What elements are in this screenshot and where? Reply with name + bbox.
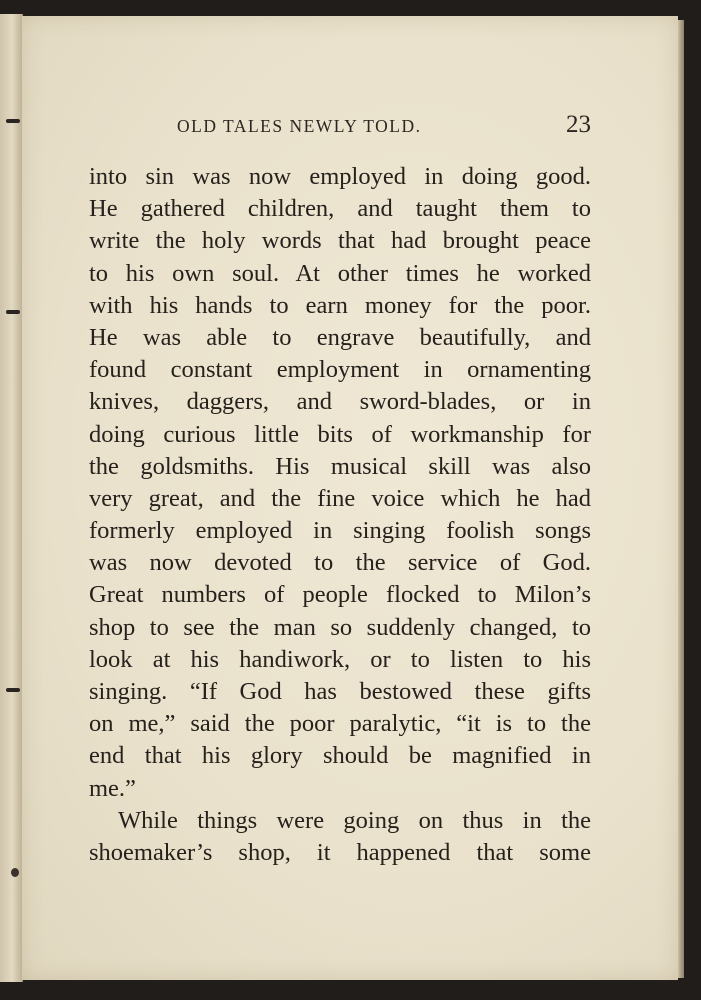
text-line: found constant employment in ornamenting xyxy=(89,356,591,384)
body-text xyxy=(89,161,591,869)
text-line: to his own soul. At other times he worked xyxy=(89,259,591,287)
text-line-paragraph-start: While things were going on thus in the xyxy=(118,806,591,834)
text-line: into sin was now employed in doing good. xyxy=(89,163,591,190)
page-header xyxy=(177,112,597,142)
book-binding-gutter xyxy=(0,14,23,982)
text-line: He was able to engrave beautifully, and xyxy=(89,323,591,351)
text-line: on me,” said the poor paralytic, “it is to the xyxy=(89,710,591,738)
text-line: doing curious little bits of workmanship for xyxy=(89,420,591,448)
text-line: Great numbers of people flocked to Milon’s xyxy=(89,581,591,609)
text-line: look at his handiwork, or to listen to his xyxy=(89,645,591,673)
text-line: was now devoted to the service of God. xyxy=(89,549,591,577)
text-line: knives, daggers, and sword-blades, or in xyxy=(89,388,591,416)
page-number: 23 xyxy=(566,111,591,138)
binding-stitch-knot xyxy=(11,868,19,877)
text-line: me.” xyxy=(89,774,136,802)
binding-stitch xyxy=(6,310,20,314)
text-line: singing. “If God has bestowed these gifts xyxy=(89,678,591,705)
binding-stitch xyxy=(6,119,20,123)
binding-stitch xyxy=(6,688,20,692)
page-edge-shadow xyxy=(678,20,684,978)
text-line: with his hands to earn money for the poor. xyxy=(89,291,591,319)
text-line: write the holy words that had brought peace xyxy=(89,227,591,255)
text-line: shop to see the man so suddenly changed, to xyxy=(89,613,591,641)
text-line: He gathered children, and taught them to xyxy=(89,195,591,223)
running-title: OLD TALES NEWLY TOLD. xyxy=(177,116,422,136)
text-line: the goldsmiths. His musical skill was also xyxy=(89,452,591,480)
text-line: formerly employed in singing foolish songs xyxy=(89,517,591,545)
text-line: shoemaker’s shop, it happened that some xyxy=(89,838,591,866)
text-line: very great, and the fine voice which he had xyxy=(89,484,591,512)
text-line: end that his glory should be magnified in xyxy=(89,742,591,770)
